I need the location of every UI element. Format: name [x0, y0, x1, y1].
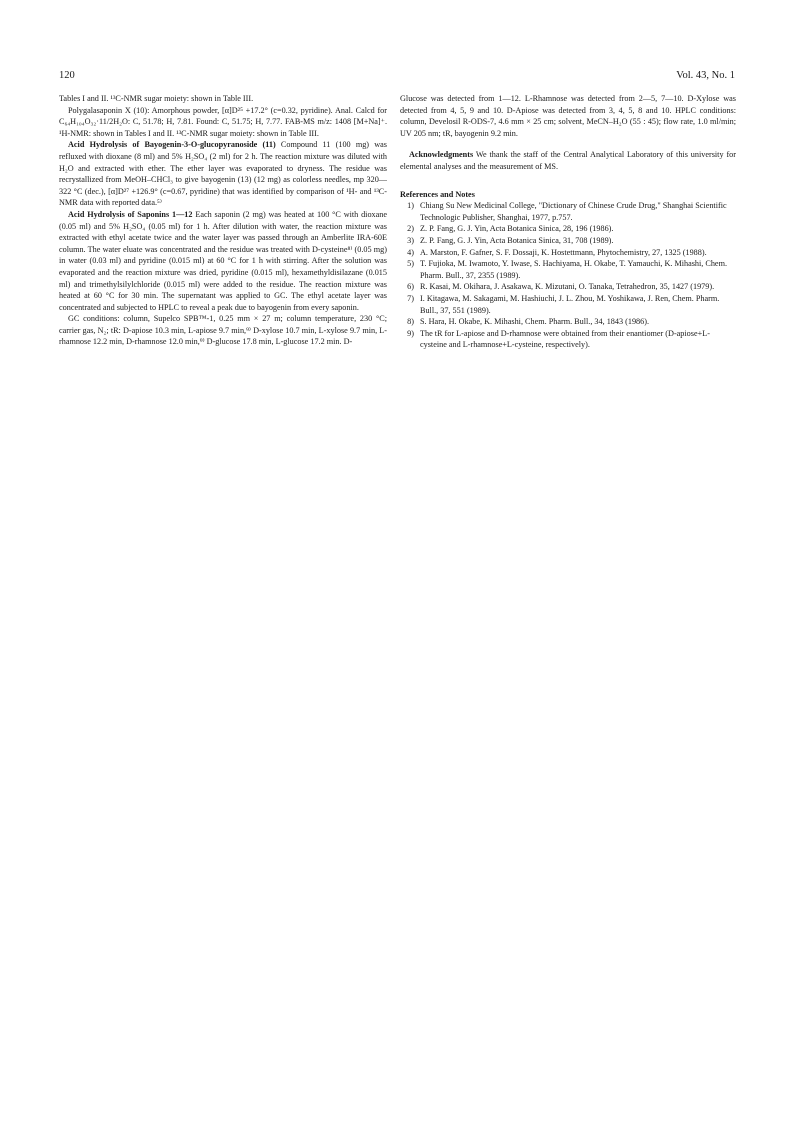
- section-body: Each saponin (2 mg) was heated at 100 °C with dioxane (0.05 ml) and 5% H₂SO₄ (0.05 ml) for 1 h. After dilution with water, the reaction mixture was extracted with ethyl acetate twice and the water layer was passed through an Amberlite IRA-60E column. The water eluate was concentrated and the residue was treated with D-cysteine⁸⁾ (0.05 mg) in water (0.03 ml) and pyridine (0.015 ml) at 60 °C for 1 h with stirring. After the solution was evaporated and the reaction mixture was dried, pyridine (0.015 ml), hexamethyldisilazane (0.015 ml) and trimethylsilylchloride (0.015 ml) were added to the residue. The reaction mixture was heated at 60 °C for 30 min. The supernatant was applied to GC. The ethyl acetate layer was concentrated and subjected to HPLC to reveal a peak due to bayogenin from every saponin.: [59, 209, 388, 312]
- reference-text: The tR for L-apiose and D-rhamnose were obtained from their enantiomer (D-apiose+L-cysteine and L-rhamnose+L-cysteine, respectively).: [420, 328, 710, 350]
- reference-text: Chiang Su New Medicinal College, "Dictionary of Chinese Crude Drug," Shanghai Scientific Technologic Publisher, Shanghai, 1977, p.757.: [420, 201, 727, 222]
- reference-number: 7): [407, 293, 414, 303]
- reference-number: 9): [407, 328, 414, 338]
- reference-item: [400, 247, 736, 259]
- acknowledgments: [400, 149, 736, 172]
- reference-item: [400, 235, 736, 247]
- acknowledgments-body: We thank the staff of the Central Analytical Laboratory of this university for elemental analyses and the measurement of MS.: [400, 150, 736, 171]
- left-column: [59, 93, 387, 348]
- references-list: [400, 200, 736, 351]
- paragraph-gc-conditions: GC conditions: column, Supelco SPB™-1, 0.25 mm × 27 m; column temperature, 230 °C; carrier gas, N₂; tR: D-apiose 10.3 min, L-apiose 9.7 min,⁹⁾ D-xylose 10.7 min, L-xylose 9.7 min, L-rhamnose 12.2 min, D-rhamnose 12.0 min,⁹⁾ D-glucose 17.8 min, L-glucose 17.2 min. D-: [59, 314, 387, 347]
- reference-number: 2): [407, 224, 414, 234]
- reference-text: A. Marston, F. Gafner, S. F. Dossaji, K. Hostettmann, Phytochemistry, 27, 1325 (1988).: [420, 247, 707, 257]
- reference-number: 1): [407, 201, 414, 211]
- reference-number: 6): [407, 282, 414, 292]
- reference-item: [400, 223, 736, 235]
- reference-text: T. Fujioka, M. Iwamoto, Y. Iwase, S. Hachiyama, H. Okabe, T. Yamauchi, K. Mihashi, Chem. Pharm. Bull., 37, 2355 (1989).: [420, 259, 727, 280]
- reference-number: 5): [407, 259, 414, 269]
- page-header: [59, 70, 735, 84]
- reference-text: Z. P. Fang, G. J. Yin, Acta Botanica Sinica, 31, 708 (1989).: [420, 235, 614, 245]
- section-heading: Acid Hydrolysis of Saponins 1—12: [68, 209, 193, 219]
- reference-item: [400, 316, 736, 328]
- section-acid-hydrolysis-bayogenin: [59, 139, 387, 209]
- reference-item: [400, 200, 736, 223]
- section-acid-hydrolysis-saponins: [59, 209, 387, 313]
- section-body: Compound 11 (100 mg) was refluxed with dioxane (8 ml) and 5% H₂SO₄ (2 ml) for 2 h. The reaction mixture was diluted with H₂O and extracted with ether. The ether layer was evaporated to dryness. The residue was recrystallized from MeOH–CHCl₃ to give bayogenin (13) (12 mg) as colorless needles, mp 320—322 °C (dec.), [α]D²⁷ +126.9° (c=0.67, pyridine) that was identified by comparison of ¹H- and ¹³C-NMR data with reported data.⁵⁾: [59, 140, 387, 208]
- paragraph-table-reference: Tables I and II. ¹³C-NMR sugar moiety: shown in Table III.: [59, 94, 254, 103]
- reference-text: S. Hara, H. Okabe, K. Mihashi, Chem. Pharm. Bull., 34, 1843 (1986).: [420, 317, 649, 327]
- reference-item: [400, 281, 736, 293]
- page-number: 120: [59, 70, 75, 81]
- right-column: [400, 93, 736, 351]
- reference-number: 4): [407, 247, 414, 257]
- reference-number: 3): [407, 235, 414, 245]
- reference-text: Z. P. Fang, G. J. Yin, Acta Botanica Sinica, 28, 196 (1986).: [420, 224, 614, 234]
- journal-volume: Vol. 43, No. 1: [676, 70, 735, 81]
- paragraph-polygalasaponin-x: Polygalasaponin X (10): Amorphous powder, [α]D²⁵ +17.2° (c=0.32, pyridine). Anal. Calcd for C₆₄H₁₀₄O₃₂·11/2H₂O: C, 51.78; H, 7.81. Found: C, 51.75; H, 7.77. FAB-MS m/z: 1408 [M+Na]⁺. ¹H-NMR: shown in Tables I and II. ¹³C-NMR sugar moiety: shown in Table III.: [59, 105, 387, 138]
- references-heading: References and Notes: [400, 189, 475, 199]
- acknowledgments-heading: Acknowledgments: [409, 150, 474, 160]
- reference-item: [400, 328, 736, 351]
- reference-text: I. Kitagawa, M. Sakagami, M. Hashiuchi, J. L. Zhou, M. Yoshikawa, J. Ren, Chem. Pharm. Bull., 37, 551 (1989).: [420, 293, 720, 315]
- section-heading: Acid Hydrolysis of Bayogenin-3-O-glucopyranoside (11): [68, 140, 276, 150]
- reference-item: [400, 258, 736, 281]
- reference-number: 8): [407, 317, 414, 327]
- reference-text: R. Kasai, M. Okihara, J. Asakawa, K. Mizutani, O. Tanaka, Tetrahedron, 35, 1427 (1979).: [420, 282, 715, 292]
- paragraph-detection-results: Glucose was detected from 1—12. L-Rhamnose was detected from 2—5, 7—10. D-Xylose was detected from 4, 5, 9 and 10. D-Apiose was detected from 3, 4, 5, 8 and 10. HPLC conditions: column, Develosil R-ODS-7, 4.6 mm × 25 cm; solvent, MeCN–H₂O (55 : 45); flow rate, 1.0 ml/min; UV 205 nm; tR, bayogenin 9.2 min.: [400, 94, 736, 138]
- reference-item: [400, 293, 736, 316]
